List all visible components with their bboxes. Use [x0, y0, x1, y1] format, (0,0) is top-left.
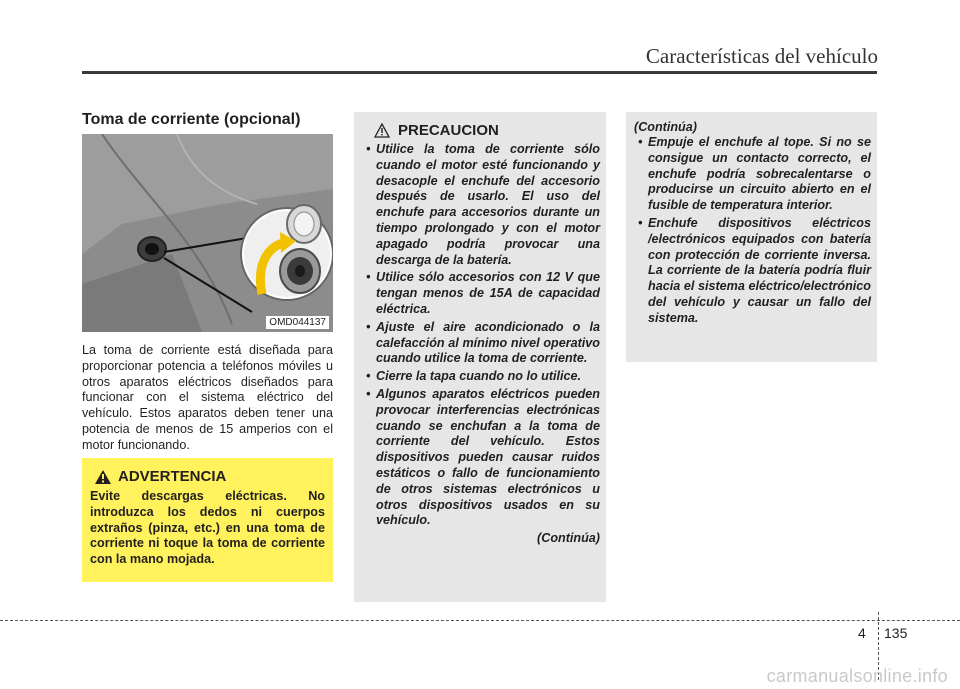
footer-rule: [0, 620, 960, 621]
page-number: 135: [884, 625, 908, 641]
caution-item: [362, 369, 600, 385]
power-outlet-figure: [82, 134, 333, 332]
bullet-dot: •: [366, 319, 371, 334]
power-outlet-illustration: [82, 134, 333, 332]
warning-header: [94, 468, 325, 485]
caution-item: [362, 320, 600, 367]
caution-item-text: Cierre la tapa cuando no lo utilice.: [376, 369, 582, 384]
bullet-dot: •: [638, 215, 643, 230]
caution-item-text: Algunos aparatos eléctricos pueden provocar interferencias electrónicas cuando se enchufan a la toma de corriente del vehículo. Estos dispositivos pueden causar ruidos estáticos o fallo de funcionamiento de otros sistemas electrónicos u otros dispositivos usados en su vehículo.: [376, 386, 600, 528]
header-title: Características del vehículo: [645, 44, 878, 68]
warning-text: Evite descargas eléctricas. No introduzca los dedos ni cuerpos extraños (pinza, etc.) en una toma de corriente ni toque la toma de corriente con la mano mojada.: [90, 489, 325, 567]
caution-continued-list: [634, 135, 871, 327]
caution-title: PRECAUCION: [398, 122, 499, 139]
bullet-dot: •: [366, 270, 371, 285]
caution-item-text: Enchufe dispositivos eléctricos /electrónicos equipados con batería con protección de corriente inversa. La corriente de la batería podría fluir hacia el sistema eléctrico/electrónico del vehículo y causar un fallo del sistema.: [648, 215, 871, 325]
bullet-dot: •: [366, 142, 371, 156]
caution-item: [634, 135, 871, 214]
figure-code-label: OMD044137: [266, 316, 329, 329]
watermark-text: carmanualsonline.info: [766, 666, 948, 686]
body-paragraph: La toma de corriente está diseñada para proporcionar potencia a teléfonos móviles u otros aparatos eléctricos diseñados para funcionar con el sistema eléctrico del vehículo. Estos aparatos deben tener una potencia de menos de 15 amperios con el motor funcionando.: [82, 343, 333, 452]
caution-header: [374, 122, 600, 139]
continued-note: (Continúa): [634, 120, 697, 134]
caution-item: [634, 216, 871, 327]
caution-item-text: Utilice sólo accesorios con 12 V que tengan menos de 15A de capacidad eléctrica.: [376, 270, 600, 316]
caution-item-text: Empuje el enchufe al tope. Si no se consigue un contacto correcto, el enchufe podría sobrecalentarse o producirse un circuito abierto en el fusible de temperatura interior.: [648, 135, 871, 213]
chapter-number: 4: [858, 625, 866, 641]
header-rule: [82, 71, 877, 74]
bullet-dot: •: [638, 135, 643, 149]
caution-item: [362, 270, 600, 317]
warning-triangle-icon: [94, 469, 112, 485]
bullet-dot: •: [366, 386, 371, 401]
caution-item-text: Utilice la toma de corriente sólo cuando el motor esté funcionando y desacople el enchufe del accesorio después de usarlo. El uso del enchufe para accesorios durante un tiempo prolongado y con el motor apagado podría provocar una descarga de la batería.: [376, 142, 600, 267]
warning-box: [82, 458, 333, 582]
bullet-dot: •: [366, 369, 371, 384]
caution-item: [362, 387, 600, 529]
warning-title: ADVERTENCIA: [118, 468, 227, 485]
continues-note: (Continúa): [537, 531, 600, 546]
caution-list: [362, 142, 600, 529]
caution-box: [354, 112, 606, 602]
caution-item-text: Ajuste el aire acondicionado o la calefacción al mínimo nivel operativo cuando utilice la toma de corriente.: [376, 319, 600, 366]
caution-continued-box: [626, 112, 877, 362]
caution-triangle-icon: [374, 123, 390, 138]
caution-item: [362, 142, 600, 268]
section-title: Toma de corriente (opcional): [82, 111, 301, 128]
